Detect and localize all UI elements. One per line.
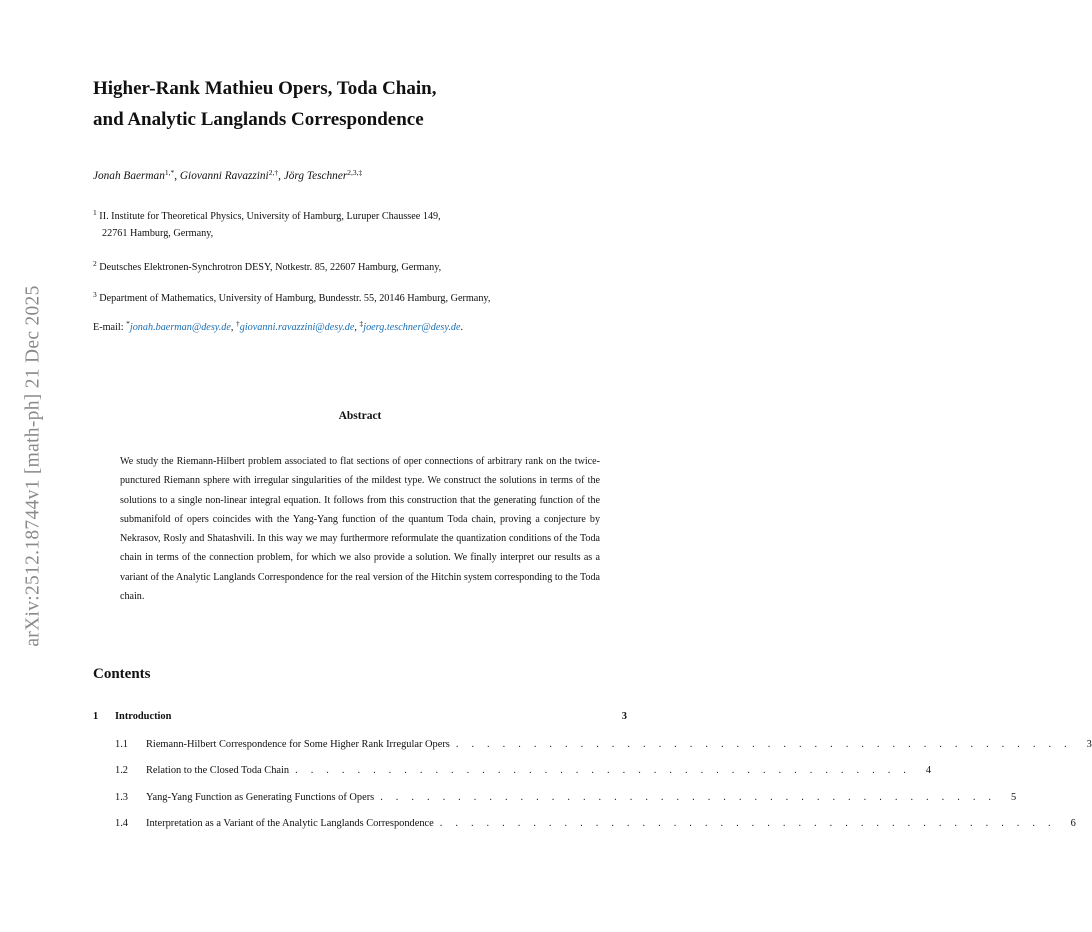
abstract-heading: Abstract <box>338 410 382 422</box>
toc-leader: . . . . . . . . . . . . . . . . . . . . . . . . . . . . . . . . . . . . . . . . <box>439 818 1056 829</box>
affiliation-text: II. Institute for Theoretical Physics, University of Hamburg, Luruper Chaussee 149, <box>99 211 441 222</box>
email-label: E-mail: <box>93 322 127 333</box>
affiliation-2 <box>93 259 441 276</box>
affiliation-mark: 2 <box>93 259 97 268</box>
affiliation-text: Deutsches Elektronen-Synchrotron DESY, Notkestr. 85, 22607 Hamburg, Germany, <box>99 262 442 273</box>
toc-entry-1-1[interactable] <box>93 739 1092 750</box>
toc-number: 1 <box>93 711 99 722</box>
toc-page: 3 <box>621 711 627 722</box>
email-separator: , <box>230 322 236 333</box>
toc-page: 4 <box>925 765 932 776</box>
arxiv-identifier-text: arXiv:2512.18744v1 [math-ph] 21 Dec 2025 <box>23 285 44 647</box>
toc-page: 6 <box>1070 818 1076 829</box>
toc-entry-1-3[interactable] <box>93 792 1017 803</box>
email-link-teschner[interactable]: joerg.teschner@desy.de <box>363 322 461 333</box>
arxiv-identifier-stamp <box>22 248 46 684</box>
toc-number: 1.4 <box>115 818 128 829</box>
toc-leader: . . . . . . . . . . . . . . . . . . . . . . . . . . . . . . . . . . . . . . . . <box>380 792 997 803</box>
toc-label: Riemann-Hilbert Correspondence for Some Higher Rank Irregular Opers <box>146 739 450 750</box>
author-separator: , <box>174 170 180 182</box>
author-list <box>93 170 362 182</box>
paper-title-line-1: Higher-Rank Mathieu Opers, Toda Chain, <box>93 78 437 99</box>
toc-label: Interpretation as a Variant of the Analytic Langlands Correspondence <box>146 818 434 829</box>
paper-title-line-2: and Analytic Langlands Correspondence <box>93 109 424 130</box>
contents-heading: Contents <box>93 666 151 682</box>
toc-entry-1-4[interactable] <box>93 818 1076 829</box>
paper-title <box>93 73 613 135</box>
affiliation-3 <box>93 290 490 307</box>
author-affiliation-marks: 1,* <box>164 168 175 177</box>
affiliation-mark: 3 <box>93 290 97 299</box>
toc-page: 3 <box>1086 739 1092 750</box>
author-affiliation-marks: 2,† <box>268 168 279 177</box>
toc-leader: . . . . . . . . . . . . . . . . . . . . . . . . . . . . . . . . . . . . . . . . <box>295 765 912 776</box>
email-mark: ‡ <box>359 319 364 328</box>
email-link-baerman[interactable]: jonah.baerman@desy.de <box>129 322 231 333</box>
toc-leader: . . . . . . . . . . . . . . . . . . . . . . . . . . . . . . . . . . . . . . . . <box>455 739 1072 750</box>
email-separator: . <box>460 322 464 333</box>
toc-page: 5 <box>1011 792 1017 803</box>
toc-label: Yang-Yang Function as Generating Functions of Opers <box>146 792 375 803</box>
email-mark: * <box>126 319 130 328</box>
toc-number: 1.1 <box>115 739 128 750</box>
author-name: Giovanni Ravazzini <box>179 170 269 182</box>
toc-number: 1.2 <box>115 765 128 776</box>
affiliation-text: Department of Mathematics, University of Hamburg, Bundesstr. 55, 20146 Hamburg, Germany, <box>99 293 491 304</box>
author-name: Jörg Teschner <box>283 170 348 182</box>
author-name: Jonah Baerman <box>93 170 165 182</box>
email-line <box>93 319 464 333</box>
email-mark: † <box>236 319 240 328</box>
affiliation-mark: 1 <box>93 208 97 217</box>
affiliation-text-continued: 22761 Hamburg, Germany, <box>102 228 214 239</box>
email-link-ravazzini[interactable]: giovanni.ravazzini@desy.de <box>239 322 355 333</box>
toc-label: Relation to the Closed Toda Chain <box>146 765 290 776</box>
email-separator: , <box>354 322 360 333</box>
abstract-body: We study the Riemann-Hilbert problem associated to flat sections of oper connections of arbitrary rank on the twice-punctured Riemann sphere with irregular singularities of the mildest type. We construct the solutions in terms of the solutions to a single non-linear integral equation. It follows from this construction that the generating function of the submanifold of opers coincides with the Yang-Yang function of the quantum Toda chain, proving a conjecture by Nekrasov, Rosly and Shatashvili. In this way we may furthermore reformulate the quantization conditions of the Toda chain in terms of the connection problem, for which we also provide a solution. We finally interpret our results as a variant of the Analytic Langlands Correspondence for the real version of the Hitchin system corresponding to the Toda chain. <box>120 456 600 603</box>
toc-number: 1.3 <box>115 792 128 803</box>
author-separator: , <box>278 170 284 182</box>
toc-entry-introduction[interactable] <box>93 711 627 722</box>
toc-label: Introduction <box>115 711 172 722</box>
affiliation-1 <box>93 208 441 242</box>
toc-entry-1-2[interactable] <box>93 765 932 776</box>
author-affiliation-marks: 2,3,‡ <box>347 168 363 177</box>
